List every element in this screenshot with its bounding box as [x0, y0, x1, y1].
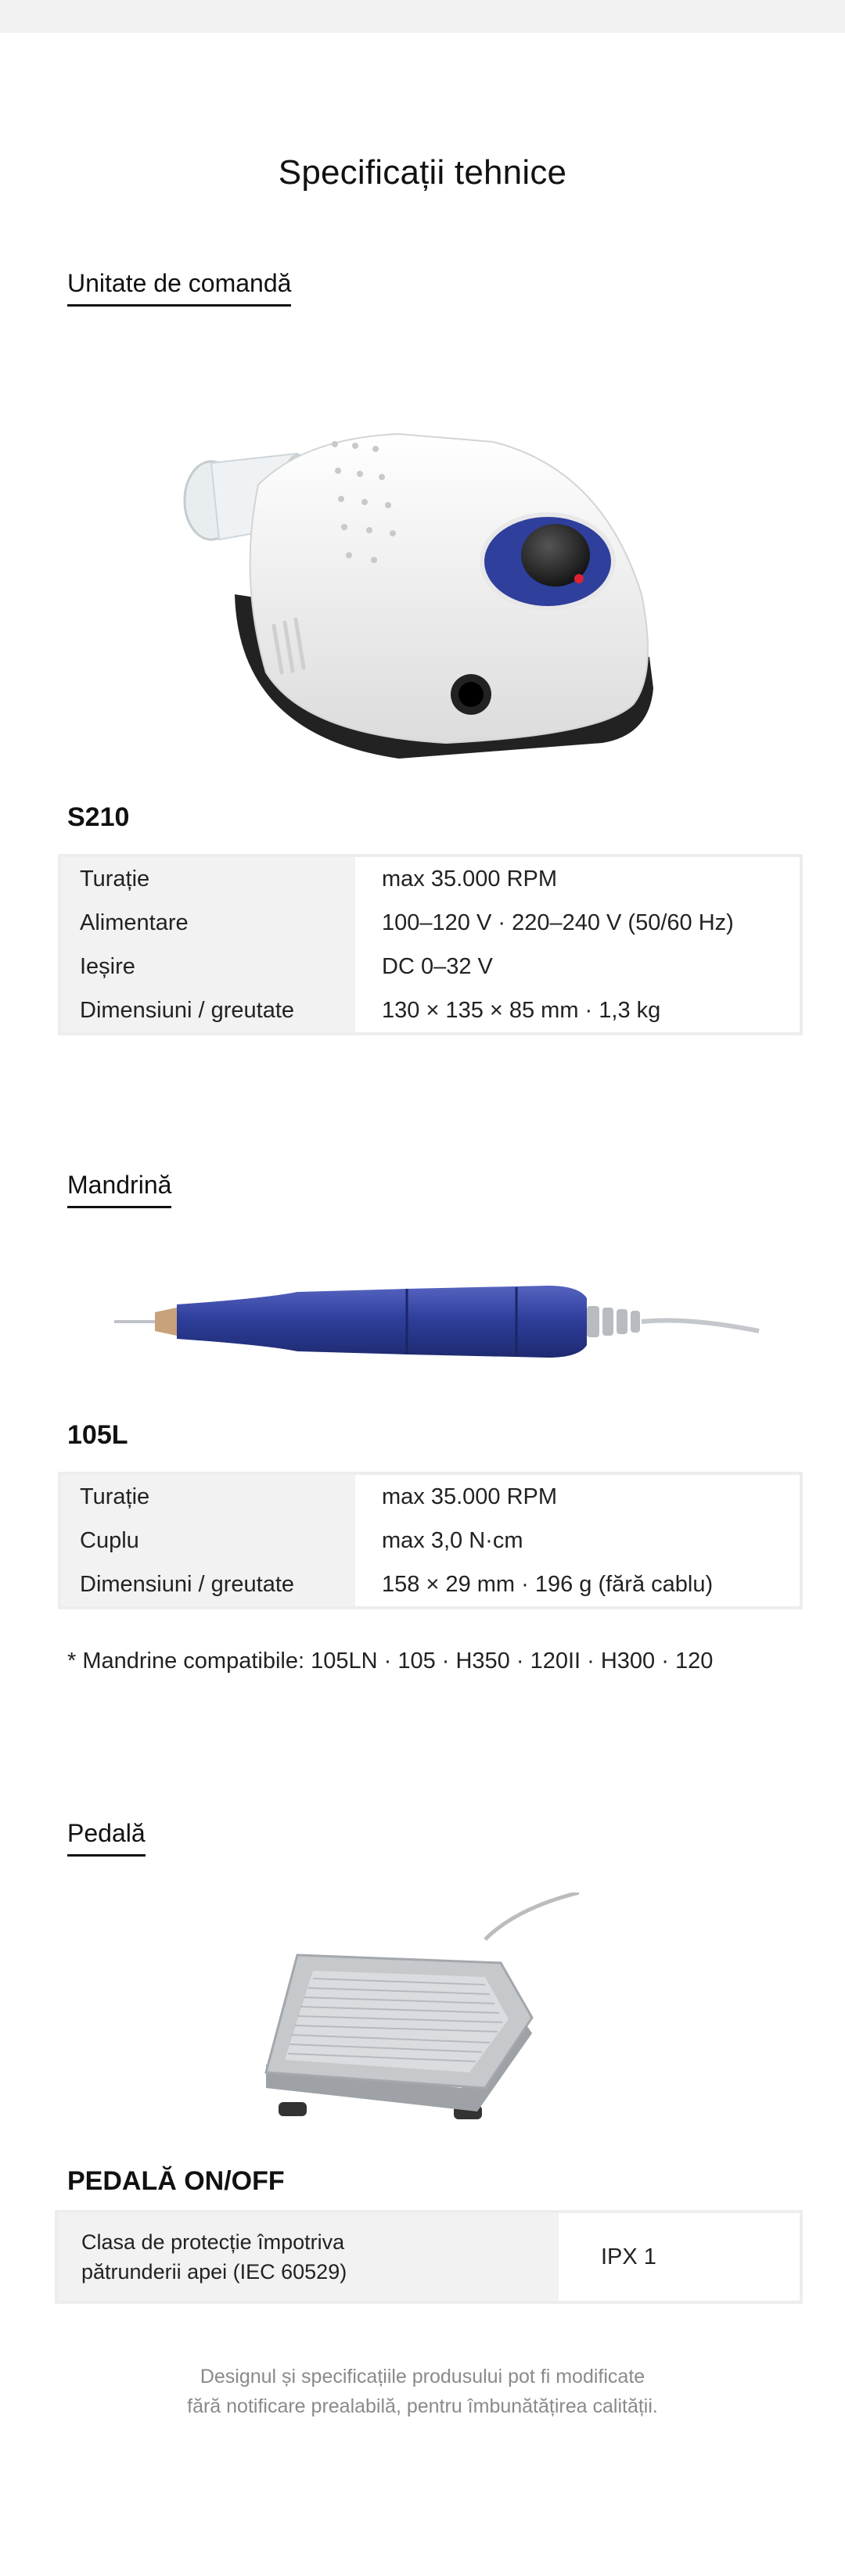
spec-label: Cuplu [61, 1519, 355, 1562]
table-row [61, 1519, 800, 1562]
spec-value: 100–120 V · 220–240 V (50/60 Hz) [382, 909, 734, 935]
spec-label: Dimensiuni / greutate [61, 1562, 355, 1606]
table-row [61, 901, 800, 945]
top-bar [0, 0, 845, 33]
spec-table-pedal [55, 2210, 803, 2304]
product-title-control-unit: S210 [67, 802, 130, 832]
spec-label: Alimentare [61, 901, 355, 945]
table-row [61, 1562, 800, 1606]
handpiece-image [110, 1267, 767, 1376]
compatible-handpieces-note: * Mandrine compatibile: 105LN · 105 · H350 · 120II · H300 · 120 [67, 1649, 714, 1674]
control-unit-image [164, 422, 665, 766]
table-row [61, 1475, 800, 1519]
spec-value: IPX 1 [601, 2244, 656, 2269]
table-row [61, 988, 800, 1032]
table-row [61, 945, 800, 988]
section-heading-pedal: Pedală [67, 1819, 146, 1857]
foot-pedal-image [250, 1893, 579, 2143]
spec-label: Turație [61, 857, 355, 901]
spec-label-line: pătrunderii apei (IEC 60529) [81, 2260, 347, 2284]
spec-label: Ieșire [61, 945, 355, 988]
disclaimer-line: fără notificare prealabilă, pentru îmbunătățirea calității. [187, 2395, 658, 2417]
product-title-pedal: PEDALĂ ON/OFF [67, 2166, 285, 2196]
spec-table-handpiece [58, 1472, 803, 1609]
spec-value: max 35.000 RPM [382, 1484, 558, 1509]
spec-value: DC 0–32 V [382, 953, 493, 979]
disclaimer-line: Designul și specificațiile produsului pot fi modificate [200, 2366, 645, 2388]
section-heading-handpiece: Mandrină [67, 1171, 171, 1208]
spec-value: max 35.000 RPM [382, 866, 558, 892]
spec-value: 158 × 29 mm · 196 g (fără cablu) [382, 1571, 714, 1597]
spec-value: max 3,0 N·cm [382, 1527, 523, 1553]
spec-label-line: Clasa de protecție împotriva [81, 2230, 345, 2254]
section-heading-control-unit: Unitate de comandă [67, 269, 291, 307]
table-row [61, 857, 800, 901]
spec-table-control-unit [58, 854, 803, 1035]
disclaimer [0, 2362, 845, 2421]
page-title: Specificații tehnice [278, 153, 567, 192]
spec-label: Turație [61, 1475, 355, 1519]
product-title-handpiece: 105L [67, 1420, 128, 1450]
spec-value: 130 × 135 × 85 mm · 1,3 kg [382, 997, 661, 1023]
spec-label: Dimensiuni / greutate [61, 988, 355, 1032]
spec-label [58, 2213, 559, 2301]
